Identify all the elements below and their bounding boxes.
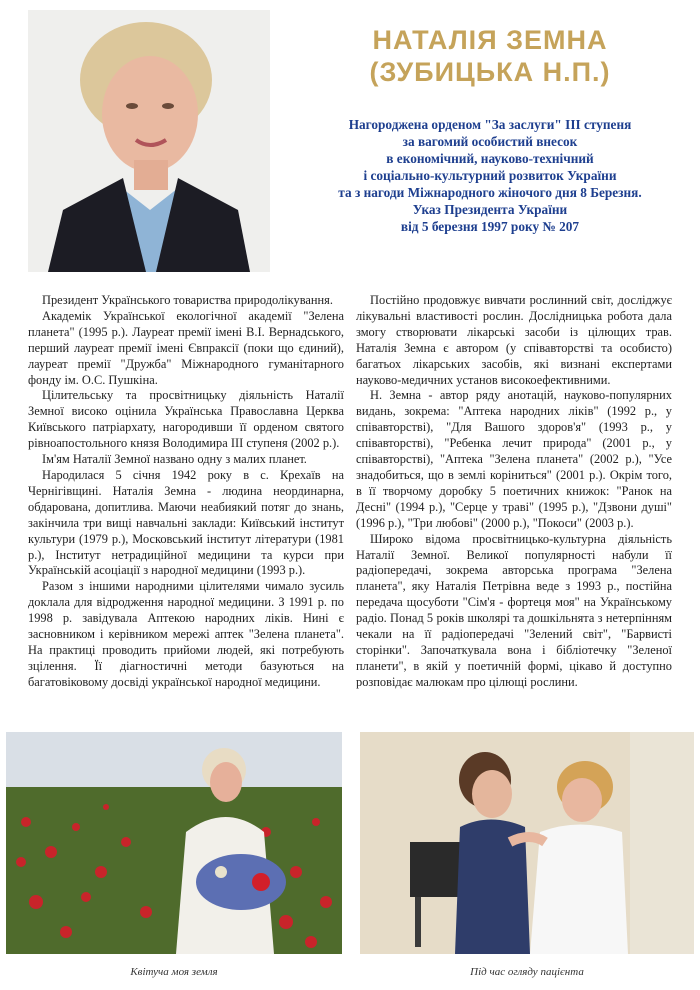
paragraph: Постійно продовжує вивчати рослинний світ, досліджує лікувальні властивості рослин. Дослідницька робота дала змогу створювати лікарські засоби із цілющих трав. Наталія Земна є автором (у співавторстві та особисто) багатьох лікарських засобів, які визнані експертами науково-медичних установ високоефективними.: [356, 293, 672, 387]
award-line: Нагороджена орденом "За заслуги" III ступеня: [348, 117, 632, 132]
photo-caption: Квітуча моя земля: [130, 966, 218, 978]
paragraph: Академік Української екологічної академії "Зелена планета" (1995 р.). Лауреат премії імені В.І. Вернадського, перший лауреат премії імені Євпраксії (поки що єдиний), лауреат премії "Дружба" Міжнародного гуманітарного фонду ім. О.С. Пушкіна.: [28, 308, 344, 387]
award-line: від 5 березня 1997 року № 207: [400, 219, 580, 234]
paragraph: Широко відома просвітницько-культурна діяльність Наталії Земної. Великої популярності набули її радіопередачі, зокрема авторська програма "Зелена планета", яку Наталія Петрівна веде з 1993 р., постійна передача щосуботи "Сім'я - фортеця моя" на Українському радіо. Понад 5 років школярі та дошкільнята з нетерпінням чекали на її радіопередачі "Зелений світ", "Барвисті сторінки". Започаткувала вона і бібліотечку "Зеленої планети", в якій у поетичній формі, цікаво й доступно розповідає малюкам про цілющі рослини.: [356, 531, 672, 689]
paragraph: Президент Українського товариства природолікування.: [42, 293, 333, 307]
award-line: за вагомий особистий внесок: [402, 134, 578, 149]
award-line: та з нагоди Міжнародного жіночого дня 8 Березня.: [338, 185, 642, 200]
left-text-column: [28, 293, 344, 691]
paragraph: Цілительську та просвітницьку діяльність Наталії Земної високо оцінила Українська Православна Церква Київського патріархату, нагородивши її орденом святого рівноапостольного князя Володимира III ступеня (2002 р.).: [28, 388, 344, 451]
paragraph: Н. Земна - автор ряду анотацій, науково-популярних видань, зокрема: "Аптека народних ліків" (1992 р., у співавторстві), "Для Вашого здоров'я" (1993 р., у співавторстві), "Ребенка лечит природа" (2001 р., у співавторстві), "Аптека "Зелена планета" (2002 р.), "Усе знадобиться, що в землі коріниться" (2001 р.). Окрім того, в її творчому доробку 5 поетичних книжок: "Ранок на Десні" (1994 р.), "Серце у траві" (1995 р.), "Дзвони душі" (1996 р.), "Три любові" (2000 р.), "Покоси" (2003 р.).: [356, 388, 672, 530]
person-maiden-name: (ЗУБИЦЬКА Н.П.): [369, 57, 611, 87]
right-text-column: [356, 293, 672, 691]
award-line: в економічний, науково-технічний: [386, 151, 594, 166]
paragraph: Ім'ям Наталії Земної названо одну з малих планет.: [42, 452, 307, 467]
person-name: НАТАЛІЯ ЗЕМНА: [372, 25, 608, 55]
title-block: [290, 24, 690, 235]
field-flowers-photo: [6, 732, 342, 954]
paragraph: Народилася 5 січня 1942 року в с. Крехаїв на Чернігівщині. Наталія Земна - людина неординарна, обдарована, допитлива. Маючи неабиякий потяг до знань, закінчила три вищі навчальні заклади: Київський інститут культури (1979 р.), Московський інститут літератури (1981 р.), Інститут нетрадиційної медицини та курси при Українській асоціації з народної медицини (1993 р.).: [28, 467, 344, 578]
portrait-photo: [28, 10, 270, 272]
award-statement: [290, 116, 690, 235]
patient-exam-photo: [360, 732, 694, 954]
paragraph: Разом з іншими народними цілителями чимало зусиль доклала для відродження народної медицини. З 1991 р. по 1998 р. завідувала Аптекою народних ліків. Нині є засновником і керівником мережі аптек "Зелена планета". На практиці проводить прийоми людей, які потребують зцілення. Її діагностичні методи базуються на багатовіковому досвіді української народної медицини.: [28, 579, 344, 689]
award-line: Указ Президента України: [412, 202, 568, 217]
award-line: і соціально-культурний розвиток України: [363, 168, 617, 183]
photo-caption: Під час огляду пацієнта: [470, 966, 584, 978]
